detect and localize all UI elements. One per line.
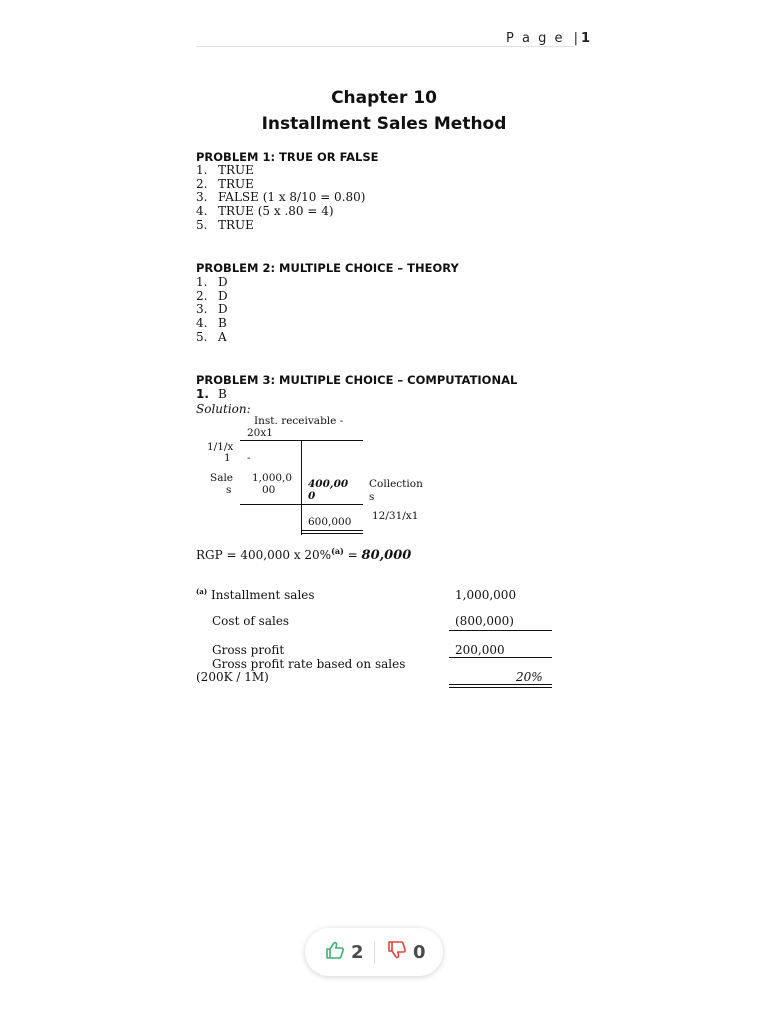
schedule-label: Installment sales (211, 588, 315, 602)
rgp-text: RGP = 400,000 x 20% (196, 548, 332, 562)
schedule-value: 200,000 (455, 643, 505, 657)
t-account-sales-label-2: s (226, 484, 232, 496)
page-label: P a g e (506, 31, 565, 46)
schedule-subtotal-rule (449, 657, 552, 658)
t-account-collections-amount-1: 400,00 (308, 478, 349, 490)
thumbs-down-icon (387, 940, 407, 964)
solution-label: Solution: (196, 402, 251, 416)
schedule-double-rule-2 (449, 687, 552, 688)
schedule-value: (800,000) (455, 614, 514, 628)
list-item: 5. TRUE (196, 217, 254, 232)
page-separator: | (573, 31, 578, 46)
list-item: 4. B (196, 316, 227, 331)
page-number-value: 1 (580, 31, 591, 46)
t-account-double-rule-1 (301, 530, 363, 531)
t-account-collections-amount-2: 0 (308, 490, 316, 502)
t-account-double-rule-2 (301, 533, 363, 534)
schedule-row-installment-sales (196, 587, 315, 602)
problem3-item-number: 1. (196, 387, 209, 401)
like-button[interactable] (325, 940, 364, 964)
list-item: 2. D (196, 288, 228, 303)
list-item: 5. A (196, 329, 227, 344)
problem2-heading: PROBLEM 2: MULTIPLE CHOICE – THEORY (196, 261, 459, 275)
schedule-label: Gross profit rate based on sales (212, 657, 406, 671)
schedule-label: Gross profit (212, 643, 285, 657)
t-account-title-line1: Inst. receivable - (254, 415, 344, 427)
like-count: 2 (351, 941, 364, 963)
rgp-result: 80,000 (361, 548, 412, 563)
page-number (506, 31, 590, 46)
chapter-subtitle: Installment Sales Method (261, 114, 507, 134)
t-account-sales-amount-2: 00 (262, 484, 276, 496)
problem3-answer (196, 387, 227, 401)
list-item: 1. D (196, 275, 228, 289)
schedule-footnote-marker: (a) (196, 587, 208, 596)
schedule-subtotal-rule (449, 630, 552, 631)
list-item: 1. TRUE (196, 163, 254, 177)
t-account-opening-balance: - (247, 452, 251, 464)
problem1-heading: PROBLEM 1: TRUE OR FALSE (196, 150, 379, 164)
chapter-title: Chapter 10 (331, 88, 437, 108)
list-item: 3. FALSE (1 x 8/10 = 0.80) (196, 190, 366, 205)
feedback-widget (305, 928, 443, 976)
schedule-label: (200K / 1M) (196, 670, 269, 684)
dislike-count: 0 (413, 941, 426, 963)
t-account-total-rule (240, 504, 363, 505)
schedule-value: 1,000,000 (455, 588, 517, 602)
dislike-button[interactable] (387, 940, 426, 964)
rgp-formula (196, 546, 411, 563)
rgp-footnote: (a) (331, 546, 344, 556)
t-account-sales-amount-1: 1,000,0 (252, 472, 293, 484)
t-account-date-label-2: 1 (224, 452, 231, 464)
rgp-equals: = (343, 548, 362, 562)
feedback-divider (374, 942, 375, 964)
t-account-collections-label-1: Collection (369, 478, 423, 490)
header-divider (196, 46, 574, 47)
schedule-double-rule-1 (449, 684, 552, 685)
thumbs-up-icon (325, 940, 345, 964)
problem3-item-answer: B (218, 387, 227, 401)
t-account-date-label-1: 1/1/x (207, 441, 234, 453)
t-account-ending-balance: 600,000 (308, 516, 352, 528)
list-item: 4. TRUE (5 x .80 = 4) (196, 204, 334, 219)
list-item: 3. D (196, 302, 228, 317)
t-account-sales-label-1: Sale (210, 472, 234, 484)
t-account-collections-label-2: s (369, 491, 375, 503)
t-account-title-line2: 20x1 (247, 427, 273, 439)
problem3-heading: PROBLEM 3: MULTIPLE CHOICE – COMPUTATIONAL (196, 373, 518, 387)
problem2-list (196, 276, 228, 344)
t-account-center-rule (301, 440, 302, 535)
problem1-list (196, 164, 365, 232)
schedule-value: 20% (516, 670, 543, 684)
t-account-ending-date: 12/31/x1 (372, 510, 419, 522)
schedule-label: Cost of sales (212, 614, 290, 628)
list-item: 2. TRUE (196, 176, 254, 191)
